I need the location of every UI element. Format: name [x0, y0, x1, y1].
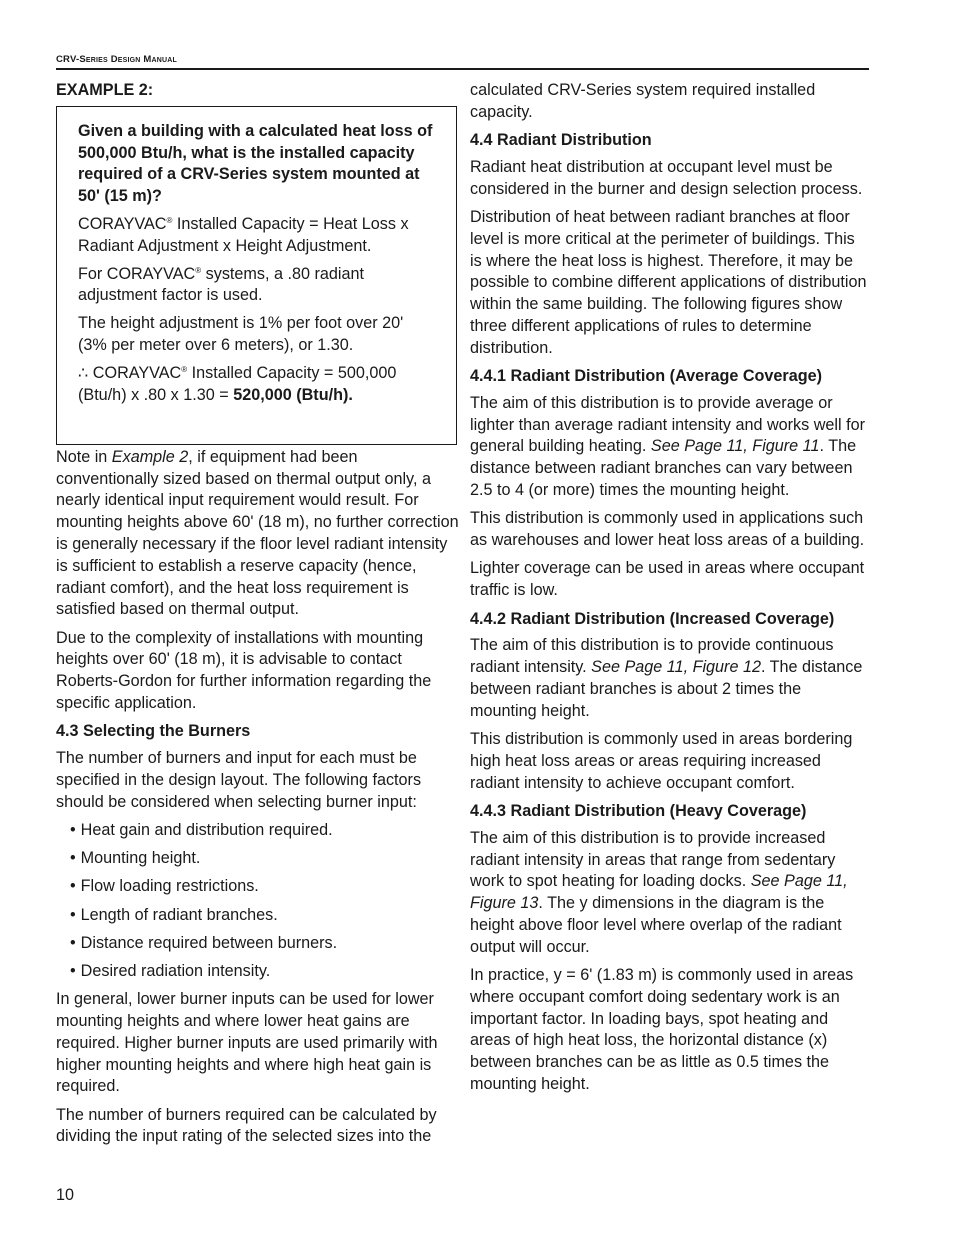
registered-mark: ® [166, 215, 173, 225]
section-4-4-3-p1 [470, 828, 870, 959]
text: The aim of this distribution is to provide average or lighter than average radiant intensity and works well for general building heating. [470, 393, 866, 456]
list-item: • Heat gain and distribution required. [70, 820, 460, 842]
section-4-4-2-p1 [470, 635, 870, 722]
burner-factors-list [56, 820, 460, 983]
example-factor [78, 264, 436, 308]
text: . The distance between radiant branches is about 2 times the mounting height. [470, 658, 863, 720]
result-pre: ∴ CORAYVAC [78, 363, 182, 382]
section-4-4-3-heading: 4.4.3 Radiant Distribution (Heavy Coverage) [470, 801, 807, 820]
section-4-3-heading: 4.3 Selecting the Burners [56, 722, 251, 741]
section-4-4-p1: Radiant heat distribution at occupant level must be considered in the burner and design selection process. [470, 157, 863, 198]
section-4-4-p2: Distribution of heat between radiant branches at floor level is more critical at the perimeter of buildings. This is where the heat loss is highest. Therefore, it may be possible to combine different applications of distribution within the same building. The following figures show three different applications of rules to determine distribution. [470, 207, 867, 357]
section-4-4-1-p2: This distribution is commonly used in applications such as warehouses and lower heat loss areas of a building. [470, 509, 865, 550]
manual-title: CRV-Series Design Manual [56, 54, 178, 65]
section-4-4-1-p1 [470, 393, 870, 502]
section-4-3-intro: The number of burners and input for each must be specified in the design layout. The following factors should be considered when selecting burner input: [56, 749, 422, 811]
text: . The distance between radiant branches can vary between 2.5 to 4 (or more) times the mounting height. [470, 437, 857, 500]
page-number: 10 [56, 1186, 75, 1204]
figure-reference: See Page 11, Figure 13 [470, 872, 848, 913]
example-formula [78, 214, 436, 258]
result-text: Installed Capacity = 500,000 (Btu/h) x .80 x 1.30 = [78, 363, 397, 404]
running-header [56, 54, 869, 70]
number-burners-paragraph: The number of burners required can be calculated by dividing the input rating of the selected sizes into the [56, 1105, 437, 1146]
text: . The y dimensions in the diagram is the height above floor level where overlap of the radiant output will occur. [470, 894, 842, 956]
factor-pre: For CORAYVAC [78, 264, 196, 283]
list-item: • Distance required between burners. [70, 933, 460, 955]
registered-mark: ® [181, 364, 188, 374]
example-result [78, 363, 436, 407]
figure-reference: See Page 11, Figure 12 [591, 658, 761, 677]
note-example-ref: Example 2 [111, 447, 189, 466]
section-4-4-3-p2: In practice, y = 6' (1.83 m) is commonly used in areas where occupant comfort doing sedentary work is an important factor. In loading bays, spot heating and areas of high heat loss, the horizontal distance (x) between branches can be as little as 0.5 times the mounting height. [470, 965, 854, 1093]
factor-text: systems, a .80 radiant adjustment factor is used. [78, 264, 364, 305]
complexity-paragraph: Due to the complexity of installations with mounting heights over 60' (18 m), it is advisable to contact Roberts-Gordon for further information regarding the specific application. [56, 628, 432, 713]
left-column [56, 80, 460, 1155]
list-item: • Flow loading restrictions. [70, 876, 460, 898]
text: The aim of this distribution is to provide continuous radiant intensity. [470, 636, 834, 677]
example-question: Given a building with a calculated heat loss of 500,000 Btu/h, what is the installed capacity required of a CRV-Series system mounted at 50' (15 m)? [78, 121, 433, 206]
list-item: • Desired radiation intensity. [70, 961, 460, 983]
formula-text: Installed Capacity = Heat Loss x Radiant Adjustment x Height Adjustment. [78, 214, 409, 255]
brand-name: CORAYVAC [78, 214, 167, 233]
right-column [470, 80, 870, 1102]
section-4-4-2-heading: 4.4.2 Radiant Distribution (Increased Coverage) [470, 609, 835, 628]
note-text: , if equipment had been conventionally sized based on thermal output only, a nearly identical input requirement would result. For mounting heights above 60' (18 m), no further correction is generally necessary if the floor level radiant intensity is sufficient to establish a reserve capacity (hence, radiant comfort), and the heat loss requirement is satisfied based on thermal output. [56, 447, 459, 619]
example-height-adjustment: The height adjustment is 1% per foot over 20' (3% per meter over 6 meters), or 1.30. [78, 314, 404, 354]
note-pre: Note in [56, 447, 112, 466]
example-title: EXAMPLE 2: [56, 81, 154, 99]
figure-reference: See Page 11, Figure 11 [650, 437, 820, 456]
text: The aim of this distribution is to provide increased radiant intensity in areas that range from sedentary work to spot heating for loading docks. [470, 828, 836, 891]
example-box [56, 106, 457, 445]
registered-mark: ® [195, 265, 202, 275]
general-paragraph: In general, lower burner inputs can be used for lower mounting heights and where lower heat gains are required. Higher burner inputs are used primarily with higher mounting heights and where high heat gain is required. [56, 990, 438, 1096]
section-4-4-1-heading: 4.4.1 Radiant Distribution (Average Coverage) [470, 367, 823, 386]
note-paragraph [56, 447, 460, 621]
result-value: 520,000 (Btu/h). [233, 385, 353, 404]
section-4-4-1-p3: Lighter coverage can be used in areas where occupant traffic is low. [470, 559, 865, 600]
list-item: • Length of radiant branches. [70, 905, 460, 927]
section-4-4-heading: 4.4 Radiant Distribution [470, 131, 652, 150]
continued-paragraph: calculated CRV-Series system required installed capacity. [470, 81, 816, 121]
list-item: • Mounting height. [70, 848, 460, 870]
section-4-4-2-p2: This distribution is commonly used in areas bordering high heat loss areas or areas requiring increased radiant intensity to achieve occupant comfort. [470, 730, 853, 792]
